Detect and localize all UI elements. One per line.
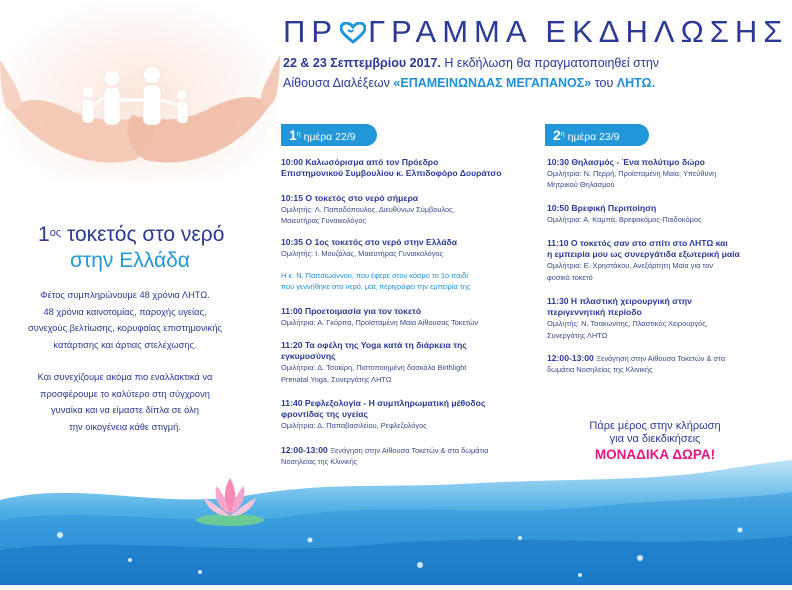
left-headline — [38, 222, 224, 274]
day2-item — [547, 203, 702, 225]
headline-number: 1 — [38, 223, 50, 246]
item-speaker: Ομιλήτρια: Δ. Τσοκίρη, Πιστοποιημένη δασκάλα Birthlight — [281, 363, 467, 373]
day1-sup: η — [296, 131, 301, 138]
event-intro: Η εκδήλωση θα πραγματοποιηθεί στην — [444, 56, 660, 70]
page-title — [283, 14, 789, 52]
day1-item — [281, 237, 457, 259]
venue-prefix: Αίθουσα Διαλέξεων — [283, 76, 390, 90]
item-title: Επιστημονικού Συμβουλίου κ. Ελπιδοφόρο Δουράτσο — [281, 168, 502, 179]
event-dates: 22 & 23 Σεπτεμβρίου 2017. — [283, 56, 441, 70]
headline-line2: στην Ελλάδα — [70, 249, 190, 272]
event-dates-line — [283, 56, 659, 70]
item-speaker: Ομιλήτρια: Δ. Παπαβασιλείου, Ρεφλεξολόγος — [281, 421, 427, 431]
left-para-1 — [14, 287, 236, 353]
item-speaker: Ομιλήτρια: Α. Γκόρπα, Προϊσταμένη Μαία Αίθουσας Τοκετών — [281, 318, 479, 328]
item-speaker: Prenatal Yoga, Συνεργάτης ΛΗΤΩ — [281, 374, 392, 384]
item-speaker: Ομιλητής: Λ. Παπαδόπουλος, Διευθύνων Σύμβουλος, — [281, 205, 455, 215]
day1-label: ημέρα 22/9 — [303, 131, 356, 143]
item-note: που γεννήθηκε στο νερό, μας περιγράφει την εμπειρία της — [281, 282, 471, 292]
item-title: 11:20 Τα οφέλη της Yoga κατά τη διάρκεια της — [281, 340, 467, 350]
day2-item — [547, 238, 740, 283]
day1-number: 1 — [289, 127, 297, 143]
day2-item — [547, 296, 708, 341]
left-para2-line: Και συνεχίζουμε ακόμα πιο εναλλακτικά να — [37, 372, 213, 382]
item-speaker: Ξενάγηση στην Αίθουσα Τοκετών & στα δωμάτια — [330, 446, 489, 455]
item-speaker: Μαιευτήρας Γυναικολόγος — [281, 216, 366, 226]
left-para1-line: 48 χρόνια καινοτομίας, παροχής υγείας, — [43, 306, 207, 317]
day2-item — [547, 353, 725, 375]
day2-sup: η — [560, 131, 565, 138]
raffle-gift: ΜΟΝΑΔΙΚΑ ΔΩΡΑ! — [594, 447, 716, 462]
item-title: 10:35 Ο 1ος τοκετός στο νερό στην Ελλάδα — [281, 237, 457, 247]
venue-line — [283, 76, 655, 90]
item-speaker: Ομιλήτρια: Α. Καμπά, Βρεφοκόμος-Παιδοκόμος — [547, 215, 702, 225]
day1-item — [281, 157, 502, 179]
left-para-2 — [14, 369, 236, 435]
day2-label: ημέρα 23/9 — [567, 131, 620, 143]
heart-icon — [340, 16, 366, 52]
day1-header — [281, 124, 377, 146]
item-title: 10:30 Θηλασμός - Ένα πολύτιμο δώρο — [547, 157, 705, 167]
headline-sup: ος — [49, 227, 62, 239]
item-speaker: Νοσηλείας της Κλινικής — [281, 457, 358, 467]
day2-item — [547, 157, 716, 191]
lotus-flower-icon — [190, 470, 270, 530]
day1-item — [281, 270, 470, 292]
raffle-line2: για να διεκδικήσεις — [609, 433, 701, 445]
item-speaker: Ομιλητής: Ν. Τσακωνίτης, Πλαστικός Χειρουργός, — [547, 319, 708, 329]
item-title: περιγεννητική περίοδο — [547, 307, 642, 318]
left-para1-line: Φέτος συμπληρώνουμε 48 χρόνια ΛΗΤΩ. — [40, 290, 210, 300]
title-part1: ΠΡ — [283, 14, 339, 49]
headline-rest: τοκετός στο νερό — [61, 223, 225, 246]
item-title: 11:40 Ρεφλεξολογία - Η συμπληρωματική μέθοδος — [281, 398, 486, 408]
item-title: 10:15 Ο τοκετός στο νερό σήμερα — [281, 193, 419, 203]
left-para2-line: γυναίκα και να είμαστε δίπλα σε όλη — [51, 405, 199, 415]
clinic-name: ΛΗΤΩ. — [616, 76, 656, 90]
item-speaker: φυσικό τοκετό — [547, 272, 593, 282]
item-title: 12:00-13:00 — [547, 353, 594, 363]
hero-image — [0, 0, 280, 180]
item-title: φροντίδας της υγείας — [281, 409, 369, 420]
day2-header — [545, 124, 649, 146]
item-title: η εμπειρία μου ως συνεργάτιδα εξωτερική μαία — [547, 249, 740, 260]
item-title: 11:30 Η πλαστική χειρουργική στην — [547, 296, 692, 306]
item-title: 11:10 Ο τοκετός σαν στο σπίτι στο ΛΗΤΩ και — [547, 238, 728, 248]
item-title: 10:00 Καλωσόρισμα από τον Πρόεδρο — [281, 157, 439, 167]
day1-item — [281, 398, 485, 432]
raffle-line1: Πάρε μέρος στην κλήρωση — [589, 420, 721, 432]
day1-item — [281, 306, 478, 328]
item-title: 11:00 Προετοιμασία για τον τοκετό — [281, 306, 422, 316]
left-body — [14, 287, 236, 451]
water-background — [0, 440, 792, 585]
venue-mid: του — [594, 76, 614, 90]
left-para2-line: προσφέρουμε το καλύτερο στη σύγχρονη — [40, 388, 210, 399]
item-title: εγκυμοσύνης — [281, 351, 336, 362]
day1-item — [281, 193, 455, 227]
item-note: Η κ. Ν. Παπαϊωάννου, που έφερε στον κόσμο το 1ο παιδί — [281, 271, 468, 280]
day1-item — [281, 340, 467, 385]
title-part2: ΓΡΑΜΜΑ ΕΚΔΗΛΩΣΗΣ — [368, 14, 789, 49]
item-speaker: δωμάτια Νοσηλείας της Κλινικής — [547, 365, 653, 375]
item-title: 10:50 Βρεφική Περιποίηση — [547, 203, 657, 213]
item-speaker: Μητρικού Θηλασμού — [547, 180, 615, 190]
left-para1-line: κατάρτισης και άρτιας στελέχωσης. — [53, 339, 197, 350]
item-speaker: Συνεργάτης ΛΗΤΩ — [547, 330, 608, 340]
day2-number: 2 — [553, 127, 561, 143]
item-speaker: Ομιλητής: Ι. Μουζάλας, Μαιευτήρας Γυναικολόγος — [281, 249, 444, 259]
left-para2-line: την οικογένεια κάθε στιγμή. — [69, 421, 181, 432]
item-speaker: Ομιλήτρια: Ν. Περρή, Προϊσταμένη Μαία, Υπεύθυνη — [547, 169, 717, 179]
left-para1-line: συνεχούς βελτίωσης, κορυφαίας επιστημονικής — [28, 323, 222, 333]
item-title: 12:00-13:00 — [281, 445, 328, 455]
item-speaker: Ξενάγηση στην Αίθουσα Τοκετών & στα — [596, 354, 726, 363]
item-speaker: Ομιλήτρια: Ε. Χρηστάκου, Ανεξάρτητη Μαία για τον — [547, 261, 714, 271]
venue-name: «ΕΠΑΜΕΙΝΩΝΔΑΣ ΜΕΓΑΠΑΝΟΣ» — [393, 76, 592, 90]
